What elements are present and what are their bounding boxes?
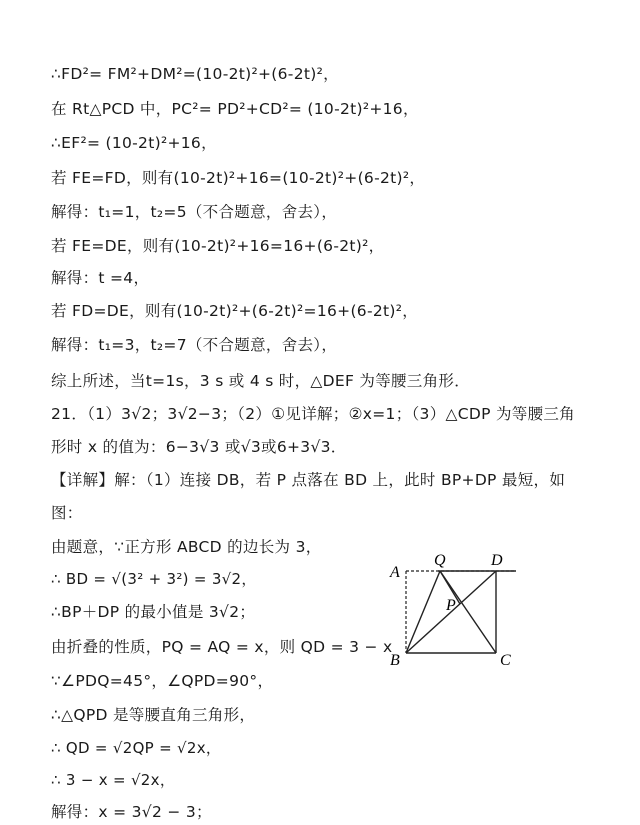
text-line-2: 在 Rt△PCD 中，PC²= PD²+CD²= (10-2t)²+16，: [51, 100, 419, 118]
text-line-18: 由折叠的性质，PQ = AQ = x，则 QD = 3 − x: [51, 638, 393, 656]
text-line-20: ∴△QPD 是等腰直角三角形，: [51, 706, 256, 724]
label-D: D: [491, 552, 503, 569]
text-line-13: 【详解】解：（1）连接 DB，若 P 点落在 BD 上，此时 BP+DP 最短，如: [51, 471, 566, 489]
text-line-7: 解得：t =4，: [51, 269, 150, 287]
text-line-4: 若 FE=FD，则有(10-2t)²+16=(10-2t)²+(6-2t)²，: [51, 169, 426, 187]
text-line-12: 形时 x 的值为：6−3√3 或√3或6+3√3．: [51, 438, 347, 456]
label-Q: Q: [434, 552, 446, 569]
line-BQ: [406, 571, 440, 653]
text-line-16: ∴ BD = √(3² + 3²) = 3√2，: [51, 570, 257, 588]
text-line-8: 若 FD=DE，则有(10-2t)²+(6-2t)²=16+(6-2t)²，: [51, 302, 419, 320]
geometry-figure: [378, 548, 528, 678]
text-line-21: ∴ QD = √2QP = √2x，: [51, 739, 222, 757]
text-line-10: 综上所述，当t=1s，3 s 或 4 s 时，△DEF 为等腰三角形．: [51, 372, 471, 390]
label-B: B: [390, 652, 400, 669]
text-line-14: 图：: [51, 504, 83, 522]
text-line-17: ∴BP＋DP 的最小值是 3√2；: [51, 603, 256, 621]
text-line-6: 若 FE=DE，则有(10-2t)²+16=16+(6-2t)²，: [51, 237, 385, 255]
text-line-9: 解得：t₁=3，t₂=7（不合题意，舍去），: [51, 336, 338, 354]
text-line-1: ∴FD²= FM²+DM²=(10-2t)²+(6-2t)²，: [51, 65, 339, 83]
text-line-5: 解得：t₁=1，t₂=5（不合题意，舍去），: [51, 203, 338, 221]
text-line-15: 由题意，∵正方形 ABCD 的边长为 3，: [51, 538, 322, 556]
text-line-3: ∴EF²= (10-2t)²+16，: [51, 134, 217, 152]
label-A: A: [390, 564, 400, 581]
text-line-19: ∵∠PDQ=45°，∠QPD=90°，: [51, 672, 274, 690]
text-line-23: 解得：x = 3√2 − 3；: [51, 803, 212, 821]
text-line-22: ∴ 3 − x = √2x，: [51, 771, 176, 789]
text-line-11: 21．（1）3√2；3√2−3；（2）①见详解；②x=1；（3）△CDP 为等腰三角: [51, 405, 575, 423]
label-P: P: [446, 597, 456, 614]
label-C: C: [500, 652, 511, 669]
